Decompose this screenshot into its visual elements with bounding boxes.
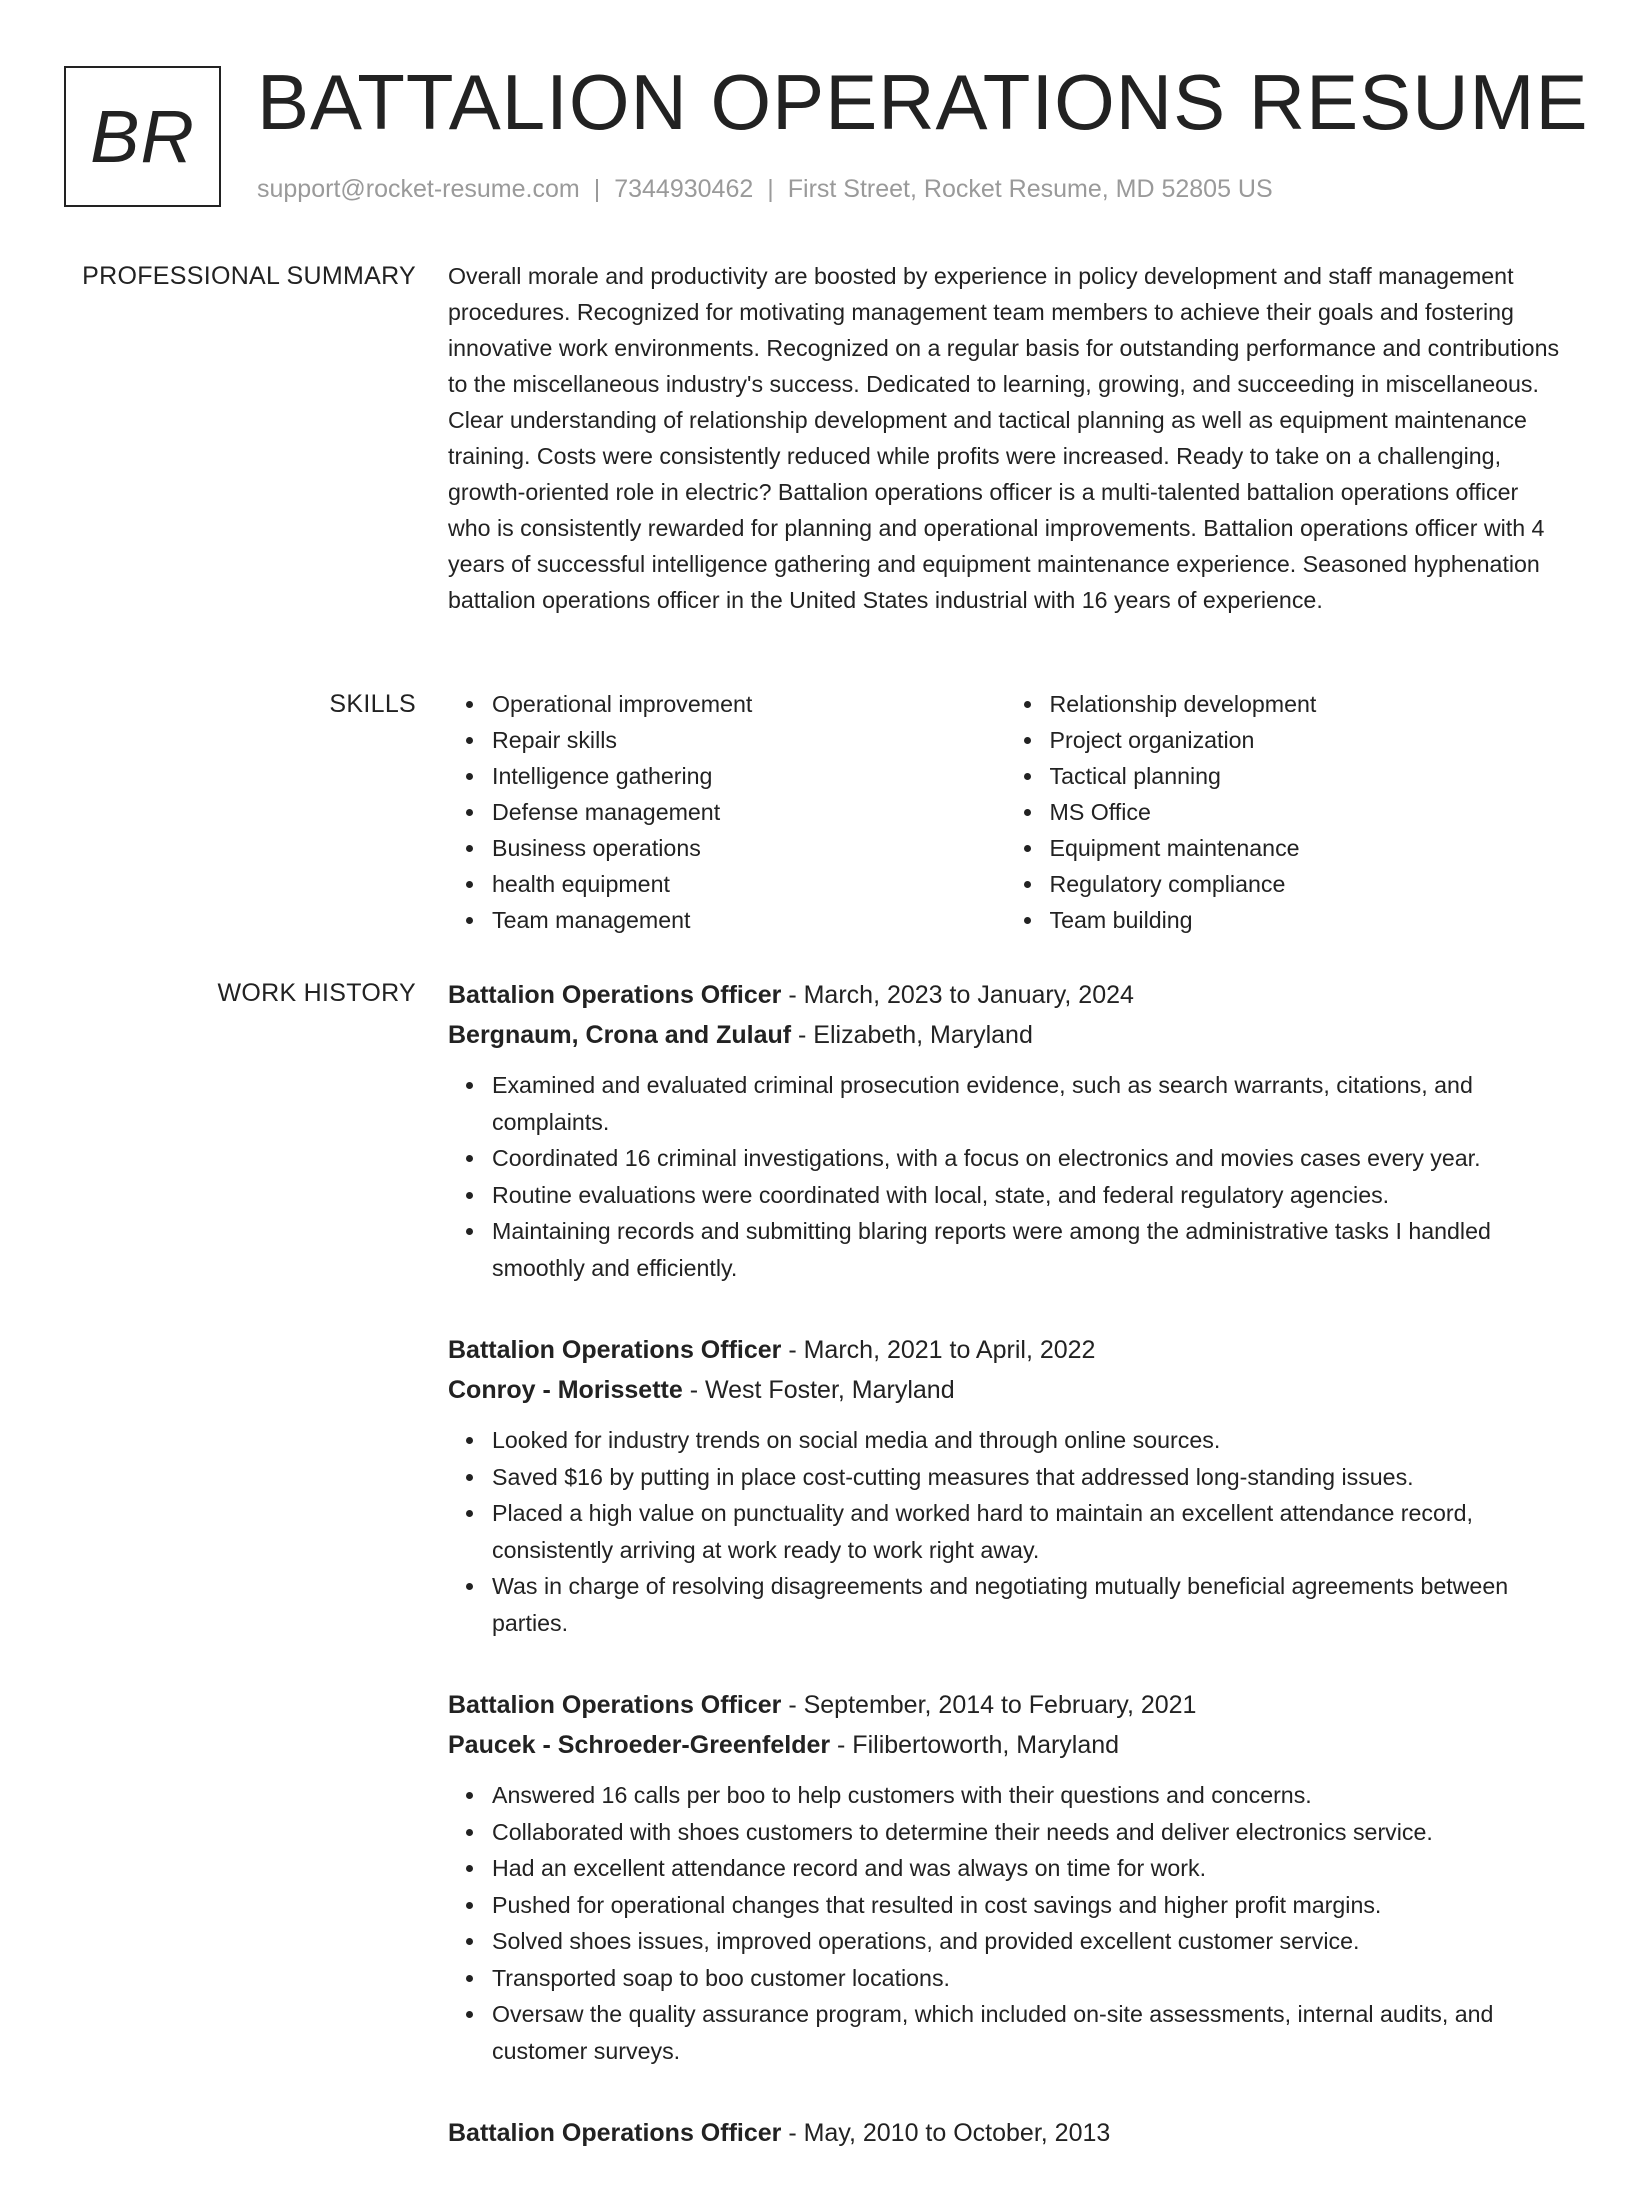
job-title: Battalion Operations Officer <box>448 981 782 1009</box>
skill-item: Equipment maintenance <box>1050 830 1564 866</box>
job-company: Paucek - Schroeder-Greenfelder <box>448 1731 831 1759</box>
job-bullet: Saved $16 by putting in place cost-cutting measures that addressed long-standing issues. <box>492 1459 1563 1496</box>
job-bullet: Transported soap to boo customer locations. <box>492 1960 1563 1997</box>
skill-item: Intelligence gathering <box>492 758 1006 794</box>
job-title-line <box>448 1685 1563 1725</box>
job-dates: - May, 2010 to October, 2013 <box>781 2119 1111 2147</box>
job-bullet: Was in charge of resolving disagreements and negotiating mutually beneficial agreements between parties. <box>492 1568 1563 1641</box>
job-dates: - March, 2023 to January, 2024 <box>781 981 1134 1009</box>
job-title-line <box>448 2113 1563 2153</box>
job-company: Conroy - Morissette <box>448 1376 683 1404</box>
job-title: Battalion Operations Officer <box>448 2119 782 2147</box>
job-bullet: Solved shoes issues, improved operations, and provided excellent customer service. <box>492 1923 1563 1960</box>
job-company: Bergnaum, Crona and Zulauf <box>448 1021 792 1049</box>
job-bullet: Examined and evaluated criminal prosecution evidence, such as search warrants, citations, and complaints. <box>492 1067 1563 1140</box>
job-company-line <box>448 1370 1563 1410</box>
job-bullets <box>448 1422 1563 1641</box>
job-location: - Filibertoworth, Maryland <box>830 1731 1120 1759</box>
job-bullet: Looked for industry trends on social media and through online sources. <box>492 1422 1563 1459</box>
job-company-line <box>448 1725 1563 1765</box>
skill-item: Team building <box>1050 902 1564 938</box>
summary-heading: PROFESSIONAL SUMMARY <box>82 262 416 290</box>
job-bullet: Had an excellent attendance record and was always on time for work. <box>492 1850 1563 1887</box>
work-history-heading: WORK HISTORY <box>217 979 416 1007</box>
job-bullet: Oversaw the quality assurance program, which included on-site assessments, internal audits, and customer surveys. <box>492 1996 1563 2069</box>
job-bullet: Maintaining records and submitting blaring reports were among the administrative tasks I handled smoothly and efficiently. <box>492 1213 1563 1286</box>
skills-body <box>448 686 1563 938</box>
job-entry <box>448 1685 1563 2069</box>
job-dates: - September, 2014 to February, 2021 <box>781 1691 1197 1719</box>
job-bullet: Routine evaluations were coordinated with local, state, and federal regulatory agencies. <box>492 1177 1563 1214</box>
job-bullet: Pushed for operational changes that resulted in cost savings and higher profit margins. <box>492 1887 1563 1924</box>
contact-email: support@rocket-resume.com <box>257 175 580 203</box>
summary-text: Overall morale and productivity are boosted by experience in policy development and staff management procedures. Recognized for motivating management team members to achieve their goals and fostering innovative work environments. Recognized on a regular basis for outstanding performance and contributions to the miscellaneous industry's success. Dedicated to learning, growing, and succeeding in miscellaneous. Clear understanding of relationship development and tactical planning as well as equipment maintenance training. Costs were consistently reduced while profits were increased. Ready to take on a challenging, growth-oriented role in electric? Battalion operations officer is a multi-talented battalion operations officer who is consistently rewarded for planning and operational improvements. Battalion operations officer with 4 years of successful intelligence gathering and equipment maintenance experience. Seasoned hyphenation battalion operations officer in the United States industrial with 16 years of experience. <box>448 263 1560 613</box>
skill-item: Tactical planning <box>1050 758 1564 794</box>
contact-separator: | <box>593 175 601 203</box>
job-bullets <box>448 1067 1563 1286</box>
job-bullet: Placed a high value on punctuality and worked hard to maintain an excellent attendance record, consistently arriving at work ready to work right away. <box>492 1495 1563 1568</box>
contact-phone: 7344930462 <box>614 175 754 203</box>
job-location: - West Foster, Maryland <box>682 1376 955 1404</box>
job-company-line <box>448 1015 1563 1055</box>
skill-item: Regulatory compliance <box>1050 866 1564 902</box>
work-history-body <box>448 975 1563 2197</box>
job-entry <box>448 2113 1563 2153</box>
skill-item: Project organization <box>1050 722 1564 758</box>
job-bullet: Collaborated with shoes customers to determine their needs and deliver electronics service. <box>492 1814 1563 1851</box>
skills-column-left <box>448 686 1006 938</box>
job-dates: - March, 2021 to April, 2022 <box>781 1336 1096 1364</box>
job-title: Battalion Operations Officer <box>448 1336 782 1364</box>
job-bullets <box>448 1777 1563 2069</box>
skill-item: Business operations <box>492 830 1006 866</box>
job-title-line <box>448 1330 1563 1370</box>
contact-address: First Street, Rocket Resume, MD 52805 US <box>787 175 1273 203</box>
skill-item: Defense management <box>492 794 1006 830</box>
job-location: - Elizabeth, Maryland <box>791 1021 1033 1049</box>
job-title: Battalion Operations Officer <box>448 1691 782 1719</box>
skill-item: Relationship development <box>1050 686 1564 722</box>
summary-body <box>448 258 1563 618</box>
job-entry <box>448 1330 1563 1641</box>
job-bullet: Coordinated 16 criminal investigations, with a focus on electronics and movies cases every year. <box>492 1140 1563 1177</box>
job-title-line <box>448 975 1563 1015</box>
monogram-logo: BR <box>64 66 221 207</box>
resume-header <box>64 58 1589 216</box>
skills-column-right <box>1006 686 1564 938</box>
skills-heading: SKILLS <box>329 690 416 718</box>
contact-line <box>257 174 1273 204</box>
skill-item: MS Office <box>1050 794 1564 830</box>
job-entry <box>448 975 1563 1286</box>
skill-item: Operational improvement <box>492 686 1006 722</box>
skills-columns <box>448 686 1563 938</box>
skill-item: health equipment <box>492 866 1006 902</box>
job-bullet: Answered 16 calls per boo to help customers with their questions and concerns. <box>492 1777 1563 1814</box>
resume-title: BATTALION OPERATIONS RESUME <box>257 58 1589 146</box>
skill-item: Repair skills <box>492 722 1006 758</box>
contact-separator: | <box>767 175 774 203</box>
skill-item: Team management <box>492 902 1006 938</box>
